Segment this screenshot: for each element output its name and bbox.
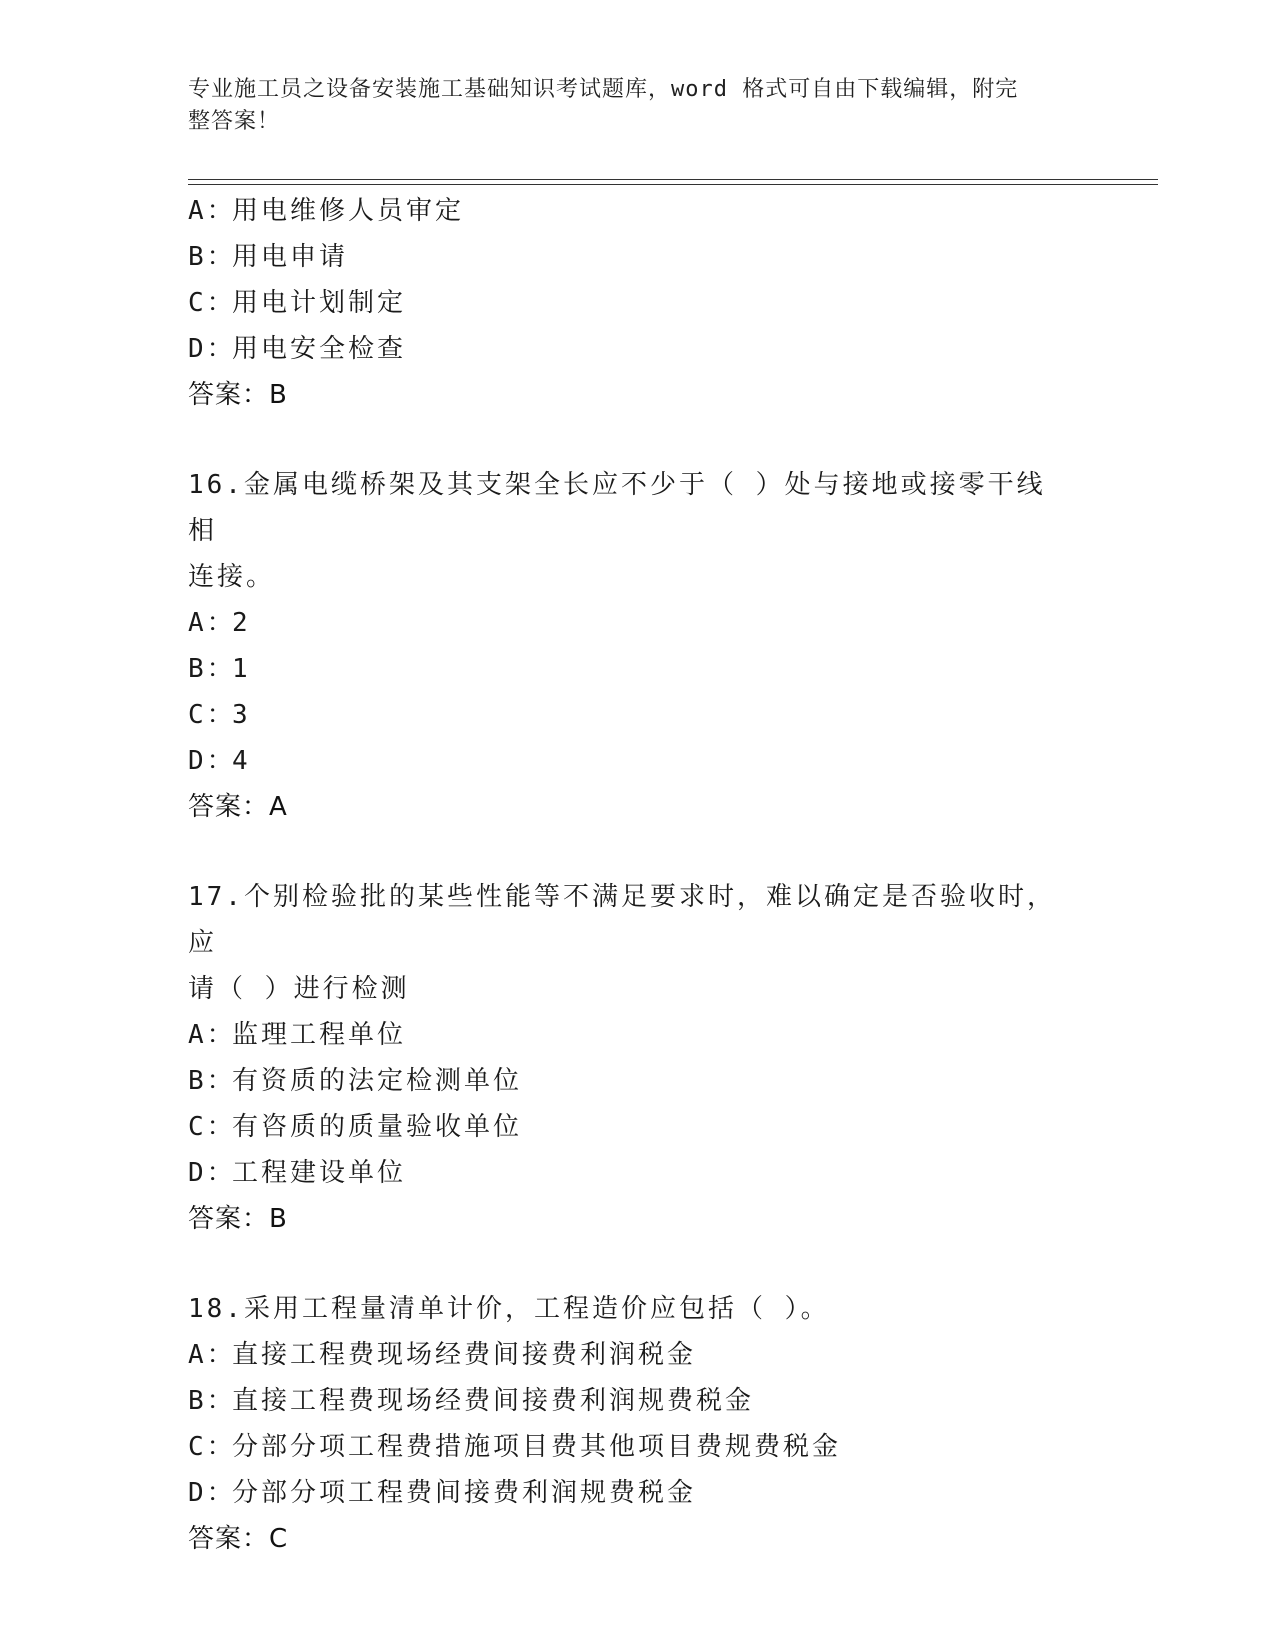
- option-label: A：: [188, 196, 236, 226]
- option-text: 直接工程费现场经费间接费利润税金: [232, 1340, 697, 1370]
- question-text-line-1: 18.采用工程量清单计价，工程造价应包括（ ）。: [188, 1294, 830, 1324]
- option-a: [188, 1012, 1088, 1058]
- option-label: D：: [188, 1158, 236, 1188]
- option-label: B：: [188, 1066, 236, 1096]
- option-text: 2: [232, 608, 251, 638]
- option-c: [188, 1424, 1088, 1470]
- option-b: [188, 1378, 1088, 1424]
- spacer: [188, 418, 1088, 462]
- option-b: [188, 234, 1088, 280]
- answer-line: 答案：C: [188, 1524, 289, 1554]
- option-a: [188, 188, 1088, 234]
- option-a: [188, 600, 1088, 646]
- option-label: C：: [188, 288, 236, 318]
- option-b: [188, 646, 1088, 692]
- option-text: 有资质的法定检测单位: [232, 1066, 523, 1096]
- option-label: C：: [188, 1112, 236, 1142]
- option-label: A：: [188, 1020, 236, 1050]
- option-label: A：: [188, 608, 236, 638]
- option-label: C：: [188, 700, 236, 730]
- option-label: C：: [188, 1432, 236, 1462]
- option-d: [188, 1150, 1088, 1196]
- spacer: [188, 830, 1088, 874]
- question-15: [188, 188, 1088, 418]
- option-text: 1: [232, 654, 251, 684]
- option-text: 分部分项工程费间接费利润规费税金: [232, 1478, 697, 1508]
- answer-line: 答案：A: [188, 792, 288, 822]
- option-text: 工程建设单位: [232, 1158, 407, 1188]
- answer-line: 答案：B: [188, 1204, 288, 1234]
- option-b: [188, 1058, 1088, 1104]
- option-text: 用电维修人员审定: [232, 196, 465, 226]
- question-text-line-1: 16.金属电缆桥架及其支架全长应不少于（ ）处与接地或接零干线相: [188, 470, 1046, 546]
- spacer: [188, 1242, 1088, 1286]
- option-c: [188, 1104, 1088, 1150]
- option-text: 直接工程费现场经费间接费利润规费税金: [232, 1386, 755, 1416]
- option-text: 4: [232, 746, 251, 776]
- option-a: [188, 1332, 1088, 1378]
- question-17: [188, 874, 1088, 1242]
- header-line-1: 专业施工员之设备安装施工基础知识考试题库，word 格式可自由下载编辑，附完: [188, 77, 1019, 102]
- answer-line: 答案：B: [188, 380, 288, 410]
- document-header: [188, 74, 1068, 138]
- option-label: D：: [188, 746, 236, 776]
- option-text: 有咨质的质量验收单位: [232, 1112, 523, 1142]
- question-18: [188, 1286, 1088, 1562]
- option-label: A：: [188, 1340, 236, 1370]
- question-text-line-1: 17.个别检验批的某些性能等不满足要求时，难以确定是否验收时，应: [188, 882, 1056, 958]
- option-text: 分部分项工程费措施项目费其他项目费规费税金: [232, 1432, 842, 1462]
- header-line-2: 整答案！: [188, 109, 281, 134]
- option-c: [188, 280, 1088, 326]
- question-list: [188, 188, 1088, 1562]
- question-16: [188, 462, 1088, 830]
- header-divider-top: [188, 179, 1158, 180]
- option-label: B：: [188, 1386, 236, 1416]
- option-text: 监理工程单位: [232, 1020, 407, 1050]
- option-d: [188, 1470, 1088, 1516]
- question-text-line-2: 请（ ）进行检测: [188, 974, 410, 1004]
- option-d: [188, 326, 1088, 372]
- option-c: [188, 692, 1088, 738]
- option-label: D：: [188, 334, 236, 364]
- option-label: B：: [188, 242, 236, 272]
- header-divider-bottom: [188, 184, 1158, 185]
- option-label: B：: [188, 654, 236, 684]
- option-text: 用电申请: [232, 242, 349, 272]
- option-d: [188, 738, 1088, 784]
- question-text-line-2: 连接。: [188, 562, 276, 592]
- option-text: 3: [232, 700, 251, 730]
- option-text: 用电安全检查: [232, 334, 407, 364]
- option-text: 用电计划制定: [232, 288, 407, 318]
- option-label: D：: [188, 1478, 236, 1508]
